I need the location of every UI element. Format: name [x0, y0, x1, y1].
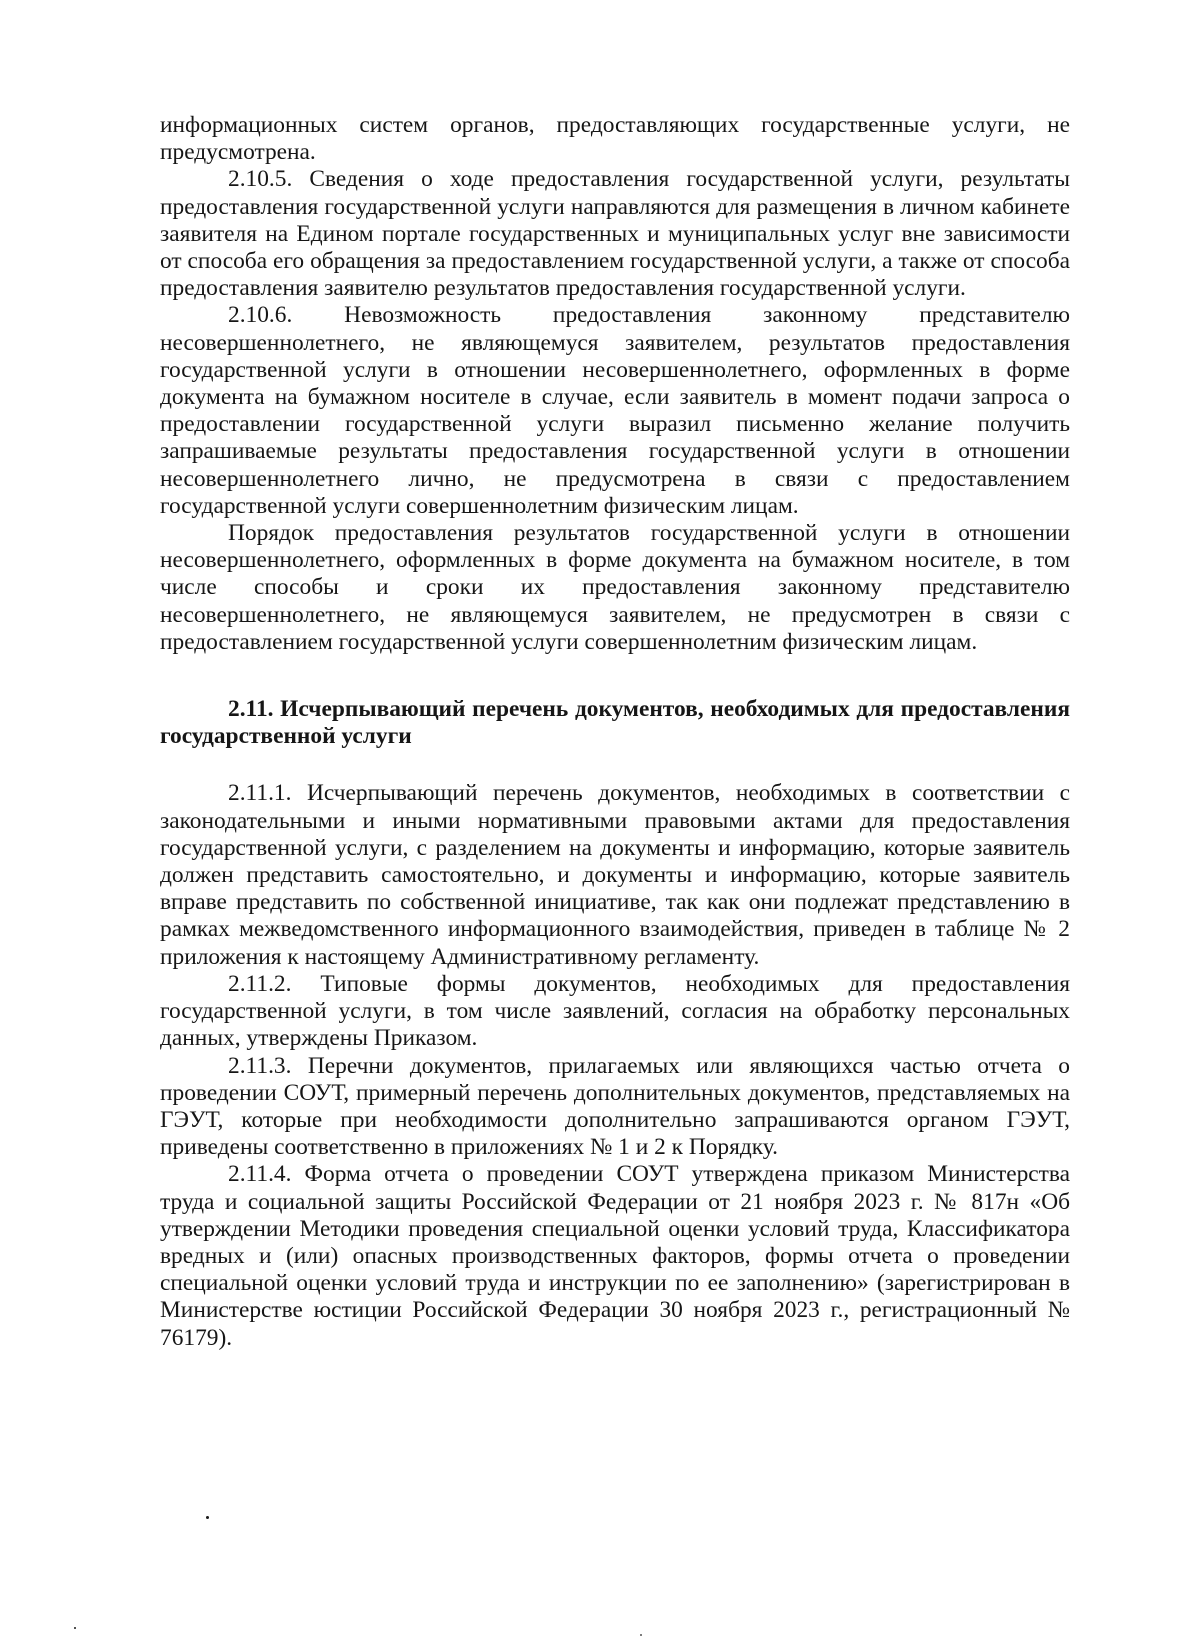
scan-speck [74, 1627, 76, 1629]
paragraph-2-11-2: 2.11.2. Типовые формы документов, необходимых для предоставления государственной услуги, в том числе заявлений, согласия на обработку персональных данных, утверждены Приказом. [160, 970, 1070, 1052]
paragraph-2-11-4: 2.11.4. Форма отчета о проведении СОУТ утверждена приказом Министерства труда и социальной защиты Российской Федерации от 21 ноября 2023 г. № 817н «Об утверждении Методики проведения специальной оценки условий труда, Классификатора вредных и (или) опасных производственных факторов, формы отчета о проведении специальной оценки условий труда и инструкции по ее заполнению» (зарегистрирован в Министерстве юстиции Российской Федерации 30 ноября 2023 г., регистрационный № 76179). [160, 1161, 1070, 1351]
paragraph-2-10-5: 2.10.5. Сведения о ходе предоставления государственной услуги, результаты предоставления государственной услуги направляются для размещения в личном кабинете заявителя на Едином портале государственных и муниципальных услуг вне зависимости от способа его обращения за предоставлением государственной услуги, а также от способа предоставления заявителю результатов предоставления государственной услуги. [160, 166, 1070, 302]
paragraph-continuation: информационных систем органов, предоставляющих государственные услуги, не предусмотрена. [160, 112, 1070, 166]
scan-speck [206, 1516, 209, 1519]
document-body [160, 112, 1070, 1352]
section-heading-2-11: 2.11. Исчерпывающий перечень документов, необходимых для предоставления государственной услуги [160, 696, 1070, 750]
paragraph-2-11-3: 2.11.3. Перечни документов, прилагаемых или являющихся частью отчета о проведении СОУТ, примерный перечень дополнительных документов, представляемых на ГЭУТ, которые при необходимости дополнительно запрашиваются органом ГЭУТ, приведены соответственно в приложениях № 1 и 2 к Порядку. [160, 1052, 1070, 1161]
scan-speck [640, 1634, 642, 1636]
paragraph-2-10-6: 2.10.6. Невозможность предоставления законному представителю несовершеннолетнего, не являющемуся заявителем, результатов предоставления государственной услуги в отношении несовершеннолетнего, оформленных в форме документа на бумажном носителе в случае, если заявитель в момент подачи запроса о предоставлении государственной услуги выразил письменно желание получить запрашиваемые результаты предоставления государственной услуги в отношении несовершеннолетнего лично, не предусмотрена в связи с предоставлением государственной услуги совершеннолетним физическим лицам. [160, 302, 1070, 519]
paragraph-2-11-1: 2.11.1. Исчерпывающий перечень документов, необходимых в соответствии с законодательными и иными нормативными правовыми актами для предоставления государственной услуги, с разделением на документы и информацию, которые заявитель должен представить самостоятельно, и документы и информацию, которые заявитель вправе представить по собственной инициативе, так как они подлежат представлению в рамках межведомственного информационного взаимодействия, приведен в таблице № 2 приложения к настоящему Административному регламенту. [160, 780, 1070, 970]
paragraph-minor-results-procedure: Порядок предоставления результатов государственной услуги в отношении несовершеннолетнего, оформленных в форме документа на бумажном носителе, в том числе способы и сроки их предоставления законному представителю несовершеннолетнего, не являющемуся заявителем, не предусмотрен в связи с предоставлением государственной услуги совершеннолетним физическим лицам. [160, 520, 1070, 655]
